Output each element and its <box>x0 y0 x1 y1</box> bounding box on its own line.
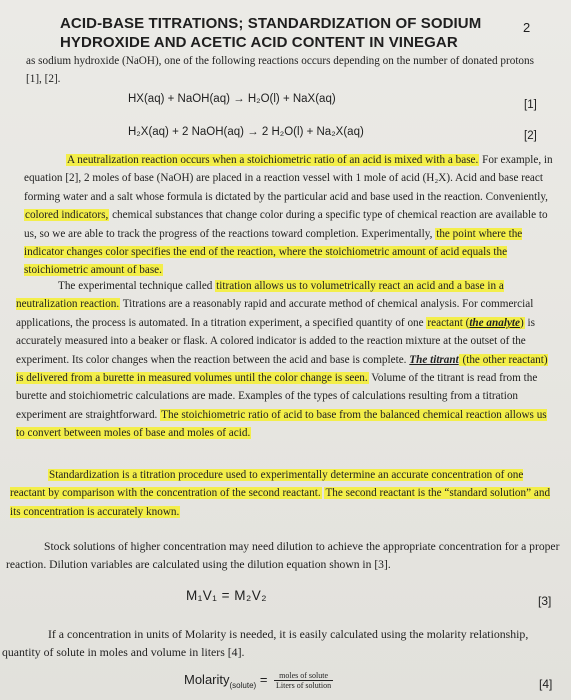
highlight-standard-solution: The second reactant is the “standard solution” and its concentration is accurately known. <box>10 487 551 518</box>
fraction-numerator: moles of solute <box>274 671 333 681</box>
equation-1-number: [1] <box>524 99 537 111</box>
equation-3: M₁V₁ = M₂V₂ <box>186 588 267 603</box>
molarity-label: Molarity <box>184 671 230 687</box>
equation-2: H₂X(aq) + 2 NaOH(aq) → 2 H₂O(l) + Na₂X(aq) <box>128 126 364 138</box>
para2-text-2: Titrations are a reasonably rapid and accurate method of chemical analysis. For commercial applications, the process is automated. In a titration experiment, a specified quantity of one <box>16 298 534 329</box>
highlight-reactant <box>426 317 524 329</box>
highlight-titration: titration allows us to volumetrically react an acid and a base in a neutralization reaction. <box>16 280 504 311</box>
molarity-fraction <box>274 671 333 690</box>
titration-paragraph <box>16 277 556 443</box>
equation-1: HX(aq) + NaOH(aq) → H₂O(l) + NaX(aq) <box>128 93 336 105</box>
the-titrant: The titrant <box>409 353 459 366</box>
para2-text-1: The experimental technique called <box>58 280 216 292</box>
para1-text-1: For example, in equation [2], 2 moles of base (NaOH) are placed in a reaction vessel with 1 mole of acid (H₂X). Acid and base react forming water and a salt whose formula is dictated by the particular acid and base used in the reaction. Conveniently, <box>24 154 553 203</box>
equation-4 <box>184 671 333 690</box>
highlight-colored-indicators: colored indicators, <box>25 209 109 222</box>
highlight-neutralization: A neutralization reaction occurs when a stoichiometric ratio of an acid is mixed with a base. <box>67 154 479 166</box>
highlight-endpoint: the point where the indicator changes color specifies the end of the reaction, where the stoichiometric amount of acid equals the stoichiometric amount of base. <box>24 227 523 277</box>
equals-sign: = <box>256 671 272 687</box>
para2-text-3: is accurately measured into a beaker or flask. A colored indicator is added to the reaction mixture at the outset of the experiment. Its color changes when the reaction between the acid and base is complete. <box>16 316 535 366</box>
dilution-paragraph <box>6 538 561 575</box>
reactant-close: ) <box>519 316 524 329</box>
highlight-standardization: Standardization is a titration procedure used to experimentally determine an accurate concentration of one reactant by comparison with the concentration of the second reactant. <box>10 469 524 500</box>
highlight-stoichiometric-ratio: The stoichiometric ratio of acid to base from the balanced chemical reaction allows us to convert between moles of base and moles of acid. <box>16 408 547 440</box>
equation-2-number: [2] <box>524 130 537 142</box>
page-number: 2 <box>523 20 531 35</box>
molarity-paragraph <box>2 625 562 662</box>
highlight-titrant-delivery: (the other reactant) is delivered from a burette in measured volumes until the color change is seen. <box>16 353 548 385</box>
standardization-paragraph <box>10 466 558 521</box>
intro-paragraph: as sodium hydroxide (NaOH), one of the following reactions occurs depending on the number of donated protons [1], [2]. <box>26 55 534 86</box>
para5-text: If a concentration in units of Molarity is needed, it is easily calculated using the molarity relationship, quantity of solute in moles and volume in liters [4]. <box>2 627 529 660</box>
para4-text: Stock solutions of higher concentration may need dilution to achieve the appropriate concentration for a proper reaction. Dilution variables are calculated using the dilution equation shown in [3]. <box>6 540 560 572</box>
reactant-word: reactant ( <box>427 316 470 329</box>
equation-4-number: [4] <box>539 677 553 691</box>
document-title <box>60 14 530 52</box>
solute-subscript: (solute) <box>229 680 257 690</box>
equation-3-number: [3] <box>538 594 552 608</box>
neutralization-paragraph <box>24 151 554 280</box>
title-line-1: ACID-BASE TITRATIONS; STANDARDIZATION OF SODIUM <box>60 15 482 32</box>
fraction-denominator: Liters of solution <box>276 681 332 690</box>
para2-text-4: Volume of the titrant is read from the burette and stoichiometric calculations are made. Examples of the types of calculations resulting from a titration experiment are straightforward. <box>16 372 538 421</box>
title-line-2: HYDROXIDE AND ACETIC ACID CONTENT IN VINEGAR <box>60 34 458 51</box>
the-analyte: the analyte <box>469 316 520 329</box>
para1-text-2: chemical substances that change color during a specific type of chemical reaction are available to us, so we are able to track the progress of the reactions toward completion. Experimentally, <box>24 209 548 240</box>
